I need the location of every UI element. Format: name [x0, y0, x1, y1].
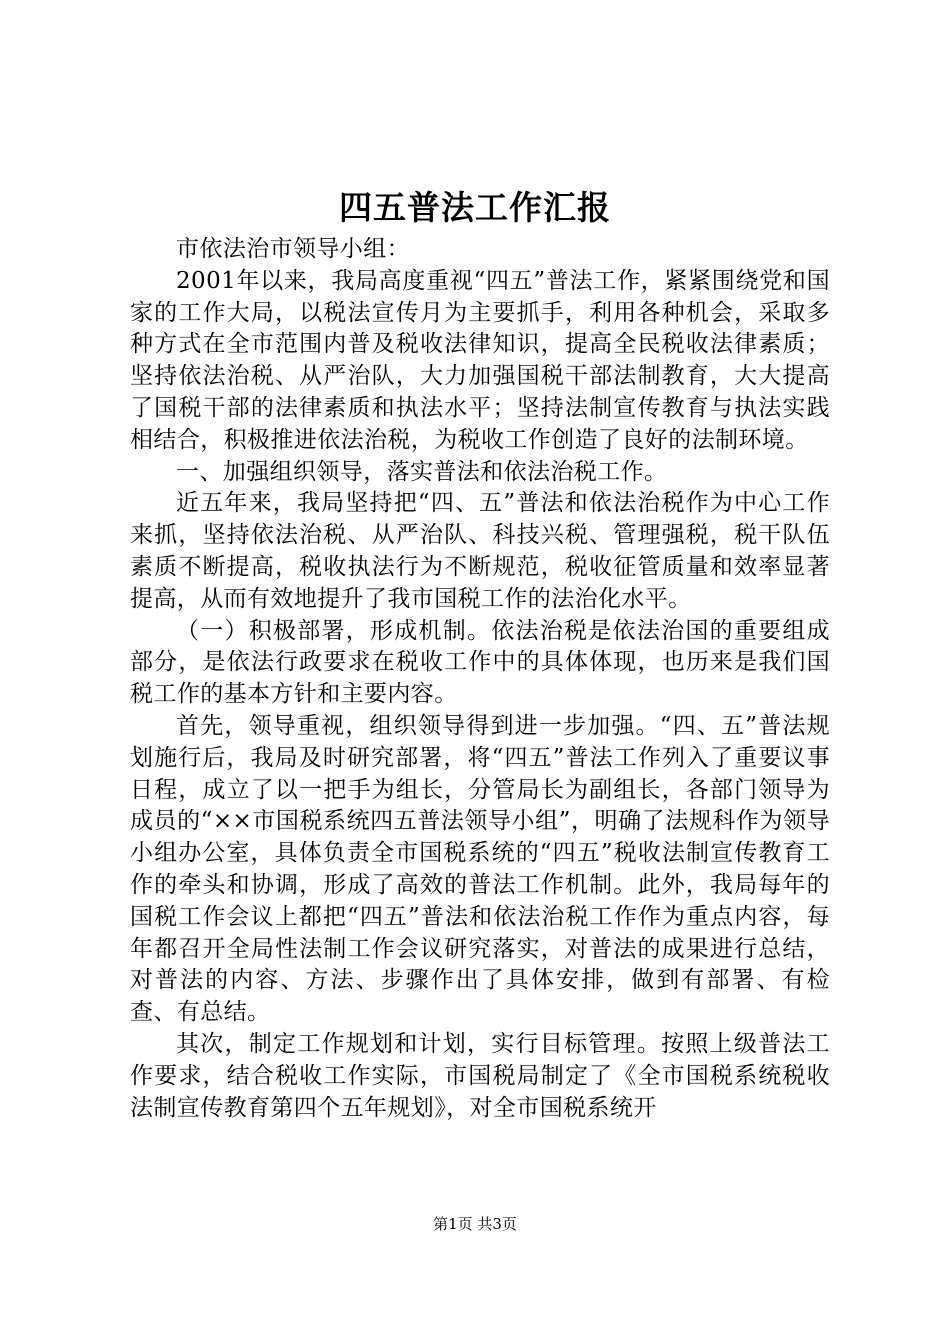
- document-title: 四五普法工作汇报: [339, 188, 611, 227]
- body-paragraph: 其次，制定工作规划和计划，实行目标管理。按照上级普法工作要求，结合税收工作实际，市国税局制定了《全市国税系统税收法制宣传教育第四个五年规划》，对全市国税系统开: [130, 1030, 830, 1121]
- page-number-footer: 第1页 共3页: [433, 1215, 517, 1233]
- document-body: [130, 234, 830, 1124]
- body-paragraph: 近五年来，我局坚持把“四、五”普法和依法治税作为中心工作来抓，坚持依法治税、从严治队、科技兴税、管理强税，税干队伍素质不断提高，税收执法行为不断规范，税收征管质量和效率显著提高，从而有效地提升了我市国税工作的法治化水平。: [130, 490, 830, 612]
- body-paragraph: 2001年以来，我局高度重视“四五”普法工作，紧紧围绕党和国家的工作大局，以税法宣传月为主要抓手，利用各种机会，采取多种方式在全市范围内普及税收法律知识，提高全民税收法律素质；坚持依法治税、从严治队，大力加强国税干部法制教育，大大提高了国税干部的法律素质和执法水平；坚持法制宣传教育与执法实践相结合，积极推进依法治税，为税收工作创造了良好的法制环境。: [130, 267, 830, 453]
- body-paragraph: （一）积极部署，形成机制。依法治税是依法治国的重要组成部分，是依法行政要求在税收工作中的具体体现，也历来是我们国税工作的基本方针和主要内容。: [130, 617, 830, 708]
- body-paragraph: 首先，领导重视，组织领导得到进一步加强。“四、五”普法规划施行后，我局及时研究部署，将“四五”普法工作列入了重要议事日程，成立了以一把手为组长，分管局长为副组长，各部门领导为成员的“××市国税系统四五普法领导小组”，明确了法规科作为领导小组办公室，具体负责全市国税系统的“四五”税收法制宣传教育工作的牵头和协调，形成了高效的普法工作机制。此外，我局每年的国税工作会议上都把“四五”普法和依法治税工作作为重点内容，每年都召开全局性法制工作会议研究落实，对普法的成果进行总结，对普法的内容、方法、步骤作出了具体安排，做到有部署、有检查、有总结。: [130, 712, 830, 1026]
- salutation-paragraph: 市依法治市领导小组：: [176, 236, 410, 262]
- section-heading-paragraph: 一、加强组织领导，落实普法和依法治税工作。: [176, 458, 668, 485]
